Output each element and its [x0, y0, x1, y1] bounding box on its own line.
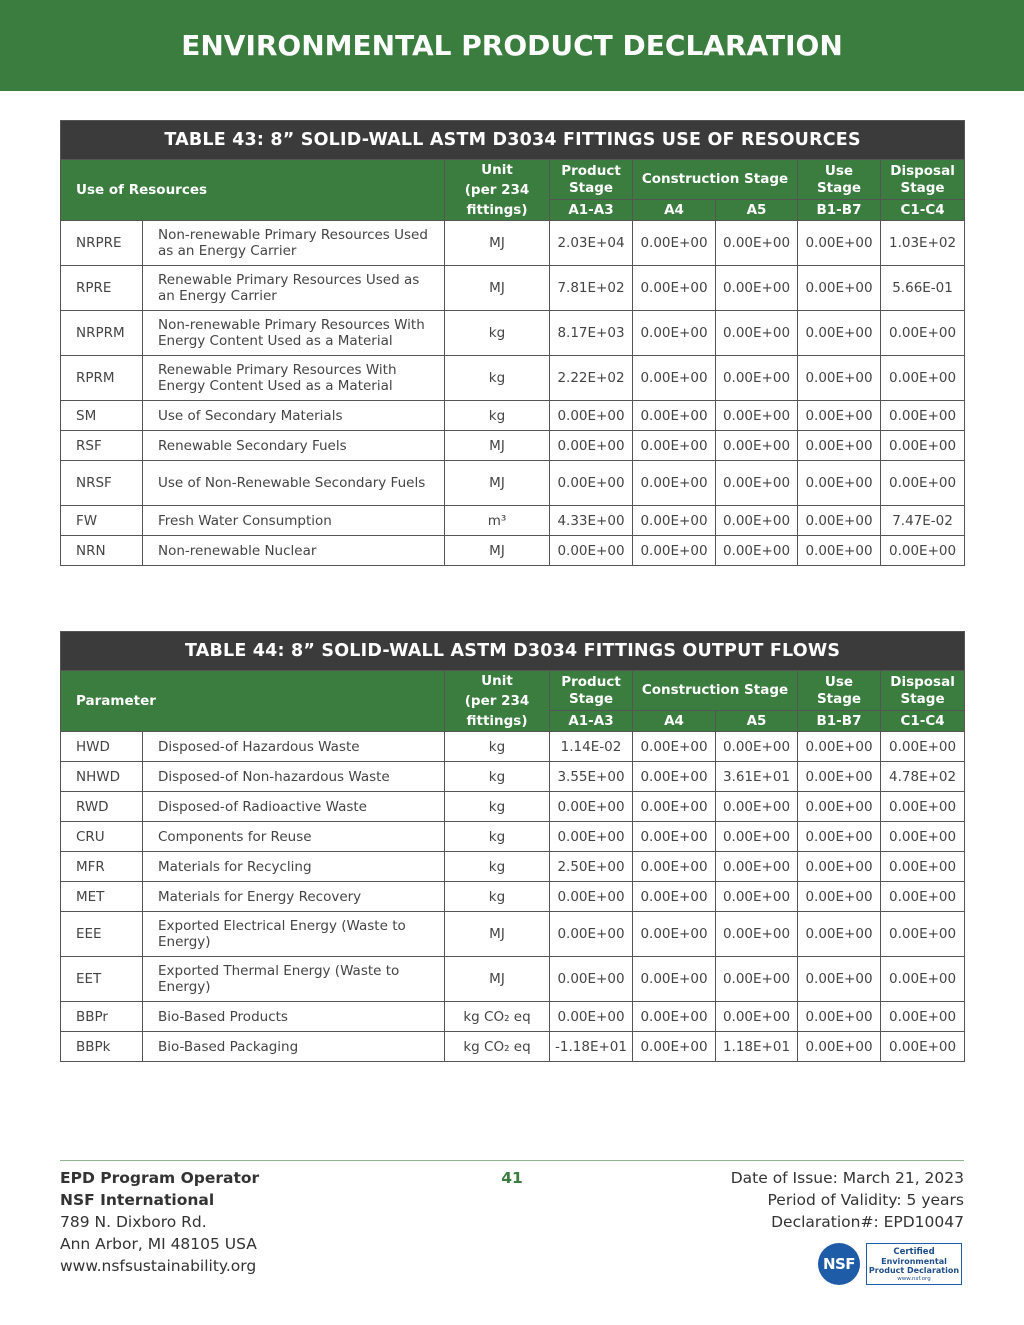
table-row	[61, 266, 965, 311]
header-disposal-stage: Disposal Stage	[881, 160, 965, 200]
value-cell: 3.55E+00	[550, 762, 633, 792]
value-cell: 4.33E+00	[550, 506, 633, 536]
value-cell: 0.00E+00	[798, 311, 881, 356]
unit-cell: kg CO₂ eq	[445, 1032, 550, 1062]
value-cell: 0.00E+00	[716, 852, 798, 882]
value-cell: 0.00E+00	[633, 852, 716, 882]
value-cell: 0.00E+00	[881, 912, 965, 957]
value-cell: 0.00E+00	[716, 792, 798, 822]
unit-cell: kg	[445, 882, 550, 912]
unit-cell: kg	[445, 356, 550, 401]
value-cell: 0.00E+00	[550, 461, 633, 506]
unit-cell: kg	[445, 401, 550, 431]
unit-cell: m³	[445, 506, 550, 536]
value-cell: 0.00E+00	[633, 401, 716, 431]
value-cell: 0.00E+00	[550, 431, 633, 461]
indicator-code: MET	[61, 882, 143, 912]
unit-cell: kg CO₂ eq	[445, 1002, 550, 1032]
value-cell: 3.61E+01	[716, 762, 798, 792]
value-cell: 0.00E+00	[798, 221, 881, 266]
indicator-code: NHWD	[61, 762, 143, 792]
table-row	[61, 461, 965, 506]
value-cell: 0.00E+00	[798, 536, 881, 566]
value-cell: 2.22E+02	[550, 356, 633, 401]
value-cell: 0.00E+00	[716, 311, 798, 356]
value-cell: 0.00E+00	[633, 822, 716, 852]
value-cell: 0.00E+00	[716, 356, 798, 401]
table-row	[61, 732, 965, 762]
value-cell: 1.18E+01	[716, 1032, 798, 1062]
value-cell: 0.00E+00	[633, 221, 716, 266]
indicator-code: CRU	[61, 822, 143, 852]
value-cell: 0.00E+00	[716, 732, 798, 762]
value-cell: 0.00E+00	[716, 822, 798, 852]
value-cell: 0.00E+00	[550, 957, 633, 1002]
value-cell: 0.00E+00	[633, 266, 716, 311]
indicator-description: Non-renewable Nuclear	[143, 536, 445, 566]
value-cell: 0.00E+00	[798, 506, 881, 536]
value-cell: 0.00E+00	[716, 882, 798, 912]
value-cell: 0.00E+00	[633, 461, 716, 506]
footer-divider	[60, 1160, 964, 1161]
table-row	[61, 311, 965, 356]
value-cell: 2.50E+00	[550, 852, 633, 882]
value-cell: 0.00E+00	[716, 221, 798, 266]
value-cell: 0.00E+00	[798, 1032, 881, 1062]
unit-cell: MJ	[445, 912, 550, 957]
unit-cell: MJ	[445, 431, 550, 461]
indicator-description: Renewable Primary Resources Used as an Energy Carrier	[143, 266, 445, 311]
table-title: TABLE 44: 8” SOLID-WALL ASTM D3034 FITTINGS OUTPUT FLOWS	[61, 632, 965, 671]
footer-declaration-block	[731, 1167, 964, 1233]
period-of-validity: Period of Validity: 5 years	[767, 1191, 964, 1209]
column-header-unit: Unit (per 234 fittings)	[445, 160, 550, 221]
module-header: A5	[716, 200, 798, 221]
value-cell: 0.00E+00	[633, 882, 716, 912]
table-row	[61, 1002, 965, 1032]
value-cell: 0.00E+00	[550, 822, 633, 852]
indicator-code: MFR	[61, 852, 143, 882]
value-cell: 0.00E+00	[798, 852, 881, 882]
indicator-code: BBPr	[61, 1002, 143, 1032]
value-cell: 0.00E+00	[881, 431, 965, 461]
value-cell: 4.78E+02	[881, 762, 965, 792]
table-title: TABLE 43: 8” SOLID-WALL ASTM D3034 FITTINGS USE OF RESOURCES	[61, 121, 965, 160]
indicator-code: NRN	[61, 536, 143, 566]
unit-cell: MJ	[445, 221, 550, 266]
header-product-stage: Product Stage	[550, 160, 633, 200]
footer-operator-block	[60, 1167, 259, 1277]
value-cell: 0.00E+00	[633, 1032, 716, 1062]
indicator-description: Disposed-of Radioactive Waste	[143, 792, 445, 822]
value-cell: 0.00E+00	[716, 266, 798, 311]
indicator-description: Exported Thermal Energy (Waste to Energy)	[143, 957, 445, 1002]
indicator-description: Components for Reuse	[143, 822, 445, 852]
module-header: C1-C4	[881, 200, 965, 221]
indicator-description: Use of Secondary Materials	[143, 401, 445, 431]
value-cell: 0.00E+00	[881, 1032, 965, 1062]
indicator-description: Non-renewable Primary Resources With Energy Content Used as a Material	[143, 311, 445, 356]
table-row	[61, 852, 965, 882]
unit-cell: MJ	[445, 461, 550, 506]
indicator-code: RPRM	[61, 356, 143, 401]
indicator-description: Use of Non-Renewable Secondary Fuels	[143, 461, 445, 506]
table-row	[61, 401, 965, 431]
indicator-code: BBPk	[61, 1032, 143, 1062]
indicator-description: Disposed-of Non-hazardous Waste	[143, 762, 445, 792]
value-cell: 0.00E+00	[798, 266, 881, 311]
value-cell: 0.00E+00	[881, 882, 965, 912]
value-cell: 0.00E+00	[716, 431, 798, 461]
value-cell: 0.00E+00	[716, 506, 798, 536]
indicator-code: FW	[61, 506, 143, 536]
module-header: C1-C4	[881, 711, 965, 732]
indicator-code: RPRE	[61, 266, 143, 311]
value-cell: 0.00E+00	[798, 762, 881, 792]
table-row	[61, 912, 965, 957]
value-cell: 0.00E+00	[798, 822, 881, 852]
value-cell: 0.00E+00	[881, 957, 965, 1002]
footer-website: www.nsfsustainability.org	[60, 1257, 257, 1275]
header-use-stage: Use Stage	[798, 160, 881, 200]
value-cell: 0.00E+00	[550, 401, 633, 431]
value-cell: 0.00E+00	[881, 1002, 965, 1032]
value-cell: 0.00E+00	[716, 401, 798, 431]
value-cell: 0.00E+00	[633, 1002, 716, 1032]
indicator-code: EEE	[61, 912, 143, 957]
value-cell: 0.00E+00	[633, 912, 716, 957]
value-cell: 0.00E+00	[798, 431, 881, 461]
unit-cell: kg	[445, 792, 550, 822]
value-cell: 0.00E+00	[881, 536, 965, 566]
table-row	[61, 221, 965, 266]
value-cell: 0.00E+00	[633, 732, 716, 762]
value-cell: 0.00E+00	[881, 311, 965, 356]
footer-address-line1: 789 N. Dixboro Rd.	[60, 1213, 207, 1231]
indicator-description: Materials for Recycling	[143, 852, 445, 882]
value-cell: 0.00E+00	[550, 1002, 633, 1032]
value-cell: 0.00E+00	[550, 882, 633, 912]
column-header-use-of-resources: Use of Resources	[61, 160, 445, 221]
value-cell: 0.00E+00	[633, 311, 716, 356]
value-cell: 0.00E+00	[633, 506, 716, 536]
value-cell: 0.00E+00	[798, 461, 881, 506]
unit-cell: MJ	[445, 536, 550, 566]
table-row	[61, 822, 965, 852]
value-cell: 0.00E+00	[798, 1002, 881, 1032]
page-title: ENVIRONMENTAL PRODUCT DECLARATION	[181, 29, 843, 62]
value-cell: 2.03E+04	[550, 221, 633, 266]
unit-cell: MJ	[445, 957, 550, 1002]
value-cell: 0.00E+00	[633, 356, 716, 401]
value-cell: 0.00E+00	[550, 536, 633, 566]
nsf-logo-icon: NSF	[818, 1243, 860, 1285]
unit-cell: kg	[445, 732, 550, 762]
footer-operator-label: EPD Program Operator	[60, 1169, 260, 1187]
value-cell: 0.00E+00	[881, 461, 965, 506]
unit-cell: kg	[445, 311, 550, 356]
indicator-code: NRPRE	[61, 221, 143, 266]
value-cell: 0.00E+00	[881, 792, 965, 822]
value-cell: 7.47E-02	[881, 506, 965, 536]
indicator-description: Bio-Based Products	[143, 1002, 445, 1032]
table-row	[61, 957, 965, 1002]
value-cell: 0.00E+00	[716, 536, 798, 566]
module-header: A1-A3	[550, 200, 633, 221]
value-cell: 0.00E+00	[633, 792, 716, 822]
indicator-description: Materials for Energy Recovery	[143, 882, 445, 912]
footer-address-line2: Ann Arbor, MI 48105 USA	[60, 1235, 257, 1253]
indicator-description: Renewable Secondary Fuels	[143, 431, 445, 461]
value-cell: 0.00E+00	[798, 732, 881, 762]
indicator-description: Bio-Based Packaging	[143, 1032, 445, 1062]
table-use-of-resources	[60, 120, 965, 566]
date-of-issue: Date of Issue: March 21, 2023	[730, 1169, 964, 1187]
certified-epd-badge: Certified Environmental Product Declaration www.nsf.org	[866, 1243, 962, 1285]
header-disposal-stage: Disposal Stage	[881, 671, 965, 711]
value-cell: 0.00E+00	[633, 431, 716, 461]
value-cell: 0.00E+00	[633, 536, 716, 566]
header-product-stage: Product Stage	[550, 671, 633, 711]
unit-cell: kg	[445, 852, 550, 882]
value-cell: 0.00E+00	[716, 912, 798, 957]
indicator-code: RWD	[61, 792, 143, 822]
table-row	[61, 882, 965, 912]
value-cell: 0.00E+00	[798, 882, 881, 912]
module-header: A4	[633, 200, 716, 221]
table-row	[61, 536, 965, 566]
module-header: A5	[716, 711, 798, 732]
module-header: A1-A3	[550, 711, 633, 732]
value-cell: 1.14E-02	[550, 732, 633, 762]
value-cell: 0.00E+00	[881, 822, 965, 852]
unit-cell: kg	[445, 822, 550, 852]
value-cell: 0.00E+00	[881, 732, 965, 762]
footer-org: NSF International	[60, 1191, 215, 1209]
table-row	[61, 762, 965, 792]
column-header-parameter: Parameter	[61, 671, 445, 732]
value-cell: 0.00E+00	[716, 957, 798, 1002]
value-cell: 0.00E+00	[798, 356, 881, 401]
header-construction-stage: Construction Stage	[633, 671, 798, 711]
header-construction-stage: Construction Stage	[633, 160, 798, 200]
value-cell: 1.03E+02	[881, 221, 965, 266]
indicator-code: RSF	[61, 431, 143, 461]
value-cell: 0.00E+00	[798, 912, 881, 957]
indicator-code: HWD	[61, 732, 143, 762]
value-cell: 0.00E+00	[881, 852, 965, 882]
table-row	[61, 356, 965, 401]
value-cell: 0.00E+00	[881, 356, 965, 401]
value-cell: 0.00E+00	[716, 461, 798, 506]
module-header: B1-B7	[798, 711, 881, 732]
indicator-code: NRPRM	[61, 311, 143, 356]
value-cell: 0.00E+00	[798, 401, 881, 431]
value-cell: 0.00E+00	[550, 792, 633, 822]
indicator-description: Renewable Primary Resources With Energy Content Used as a Material	[143, 356, 445, 401]
unit-cell: kg	[445, 762, 550, 792]
unit-cell: MJ	[445, 266, 550, 311]
value-cell: 0.00E+00	[633, 957, 716, 1002]
value-cell: 0.00E+00	[550, 912, 633, 957]
value-cell: -1.18E+01	[550, 1032, 633, 1062]
module-header: B1-B7	[798, 200, 881, 221]
indicator-code: EET	[61, 957, 143, 1002]
indicator-code: NRSF	[61, 461, 143, 506]
value-cell: 0.00E+00	[716, 1002, 798, 1032]
indicator-description: Disposed-of Hazardous Waste	[143, 732, 445, 762]
value-cell: 7.81E+02	[550, 266, 633, 311]
table-row	[61, 506, 965, 536]
header-use-stage: Use Stage	[798, 671, 881, 711]
page-header-banner	[0, 0, 1024, 91]
indicator-description: Fresh Water Consumption	[143, 506, 445, 536]
value-cell: 0.00E+00	[633, 762, 716, 792]
module-header: A4	[633, 711, 716, 732]
value-cell: 0.00E+00	[798, 792, 881, 822]
indicator-code: SM	[61, 401, 143, 431]
table-row	[61, 792, 965, 822]
table-output-flows	[60, 631, 965, 1062]
declaration-number: Declaration#: EPD10047	[771, 1213, 964, 1231]
value-cell: 0.00E+00	[881, 401, 965, 431]
table-row	[61, 431, 965, 461]
value-cell: 5.66E-01	[881, 266, 965, 311]
indicator-description: Non-renewable Primary Resources Used as an Energy Carrier	[143, 221, 445, 266]
value-cell: 8.17E+03	[550, 311, 633, 356]
table-row	[61, 1032, 965, 1062]
column-header-unit: Unit (per 234 fittings)	[445, 671, 550, 732]
page-number: 41	[501, 1169, 523, 1187]
value-cell: 0.00E+00	[798, 957, 881, 1002]
indicator-description: Exported Electrical Energy (Waste to Energy)	[143, 912, 445, 957]
